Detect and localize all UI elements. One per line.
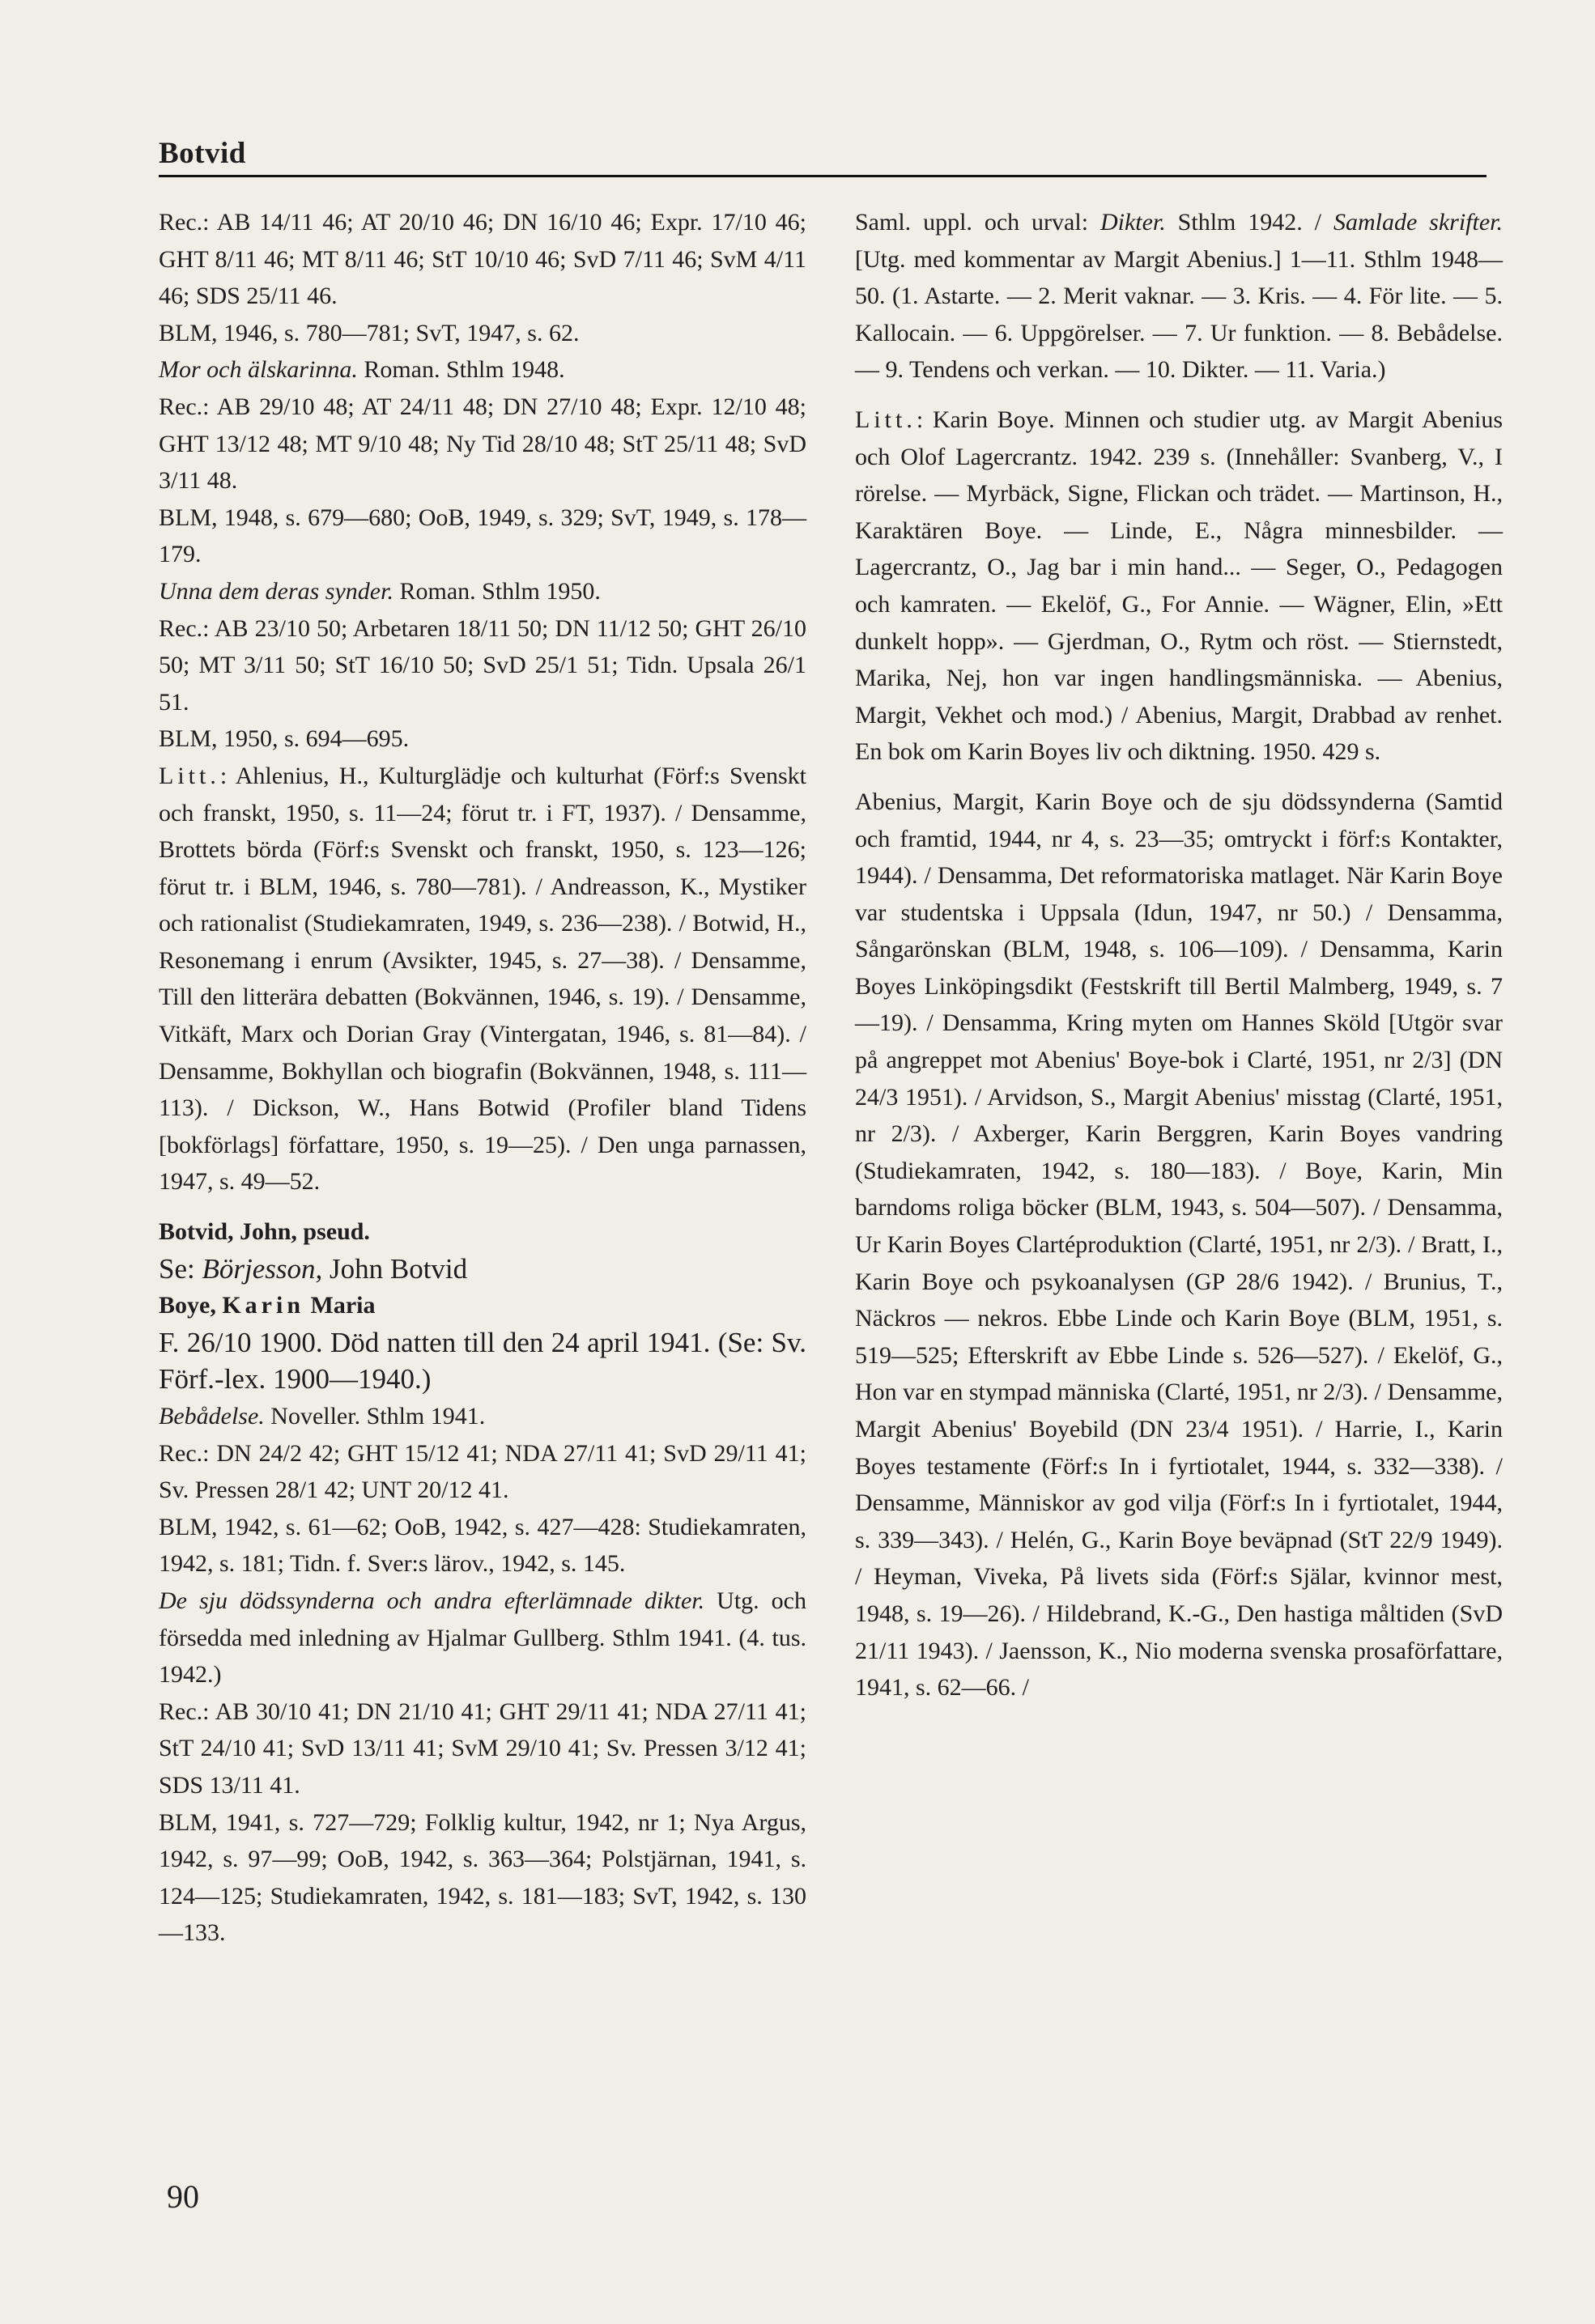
author-heading: [159, 1287, 806, 1324]
author-surname: Boye,: [159, 1292, 223, 1319]
review-list: Rec.: DN 24/2 42; GHT 15/12 41; NDA 27/11 41; SvD 29/11 41; Sv. Pressen 28/1 42; UNT 20/12 41.: [159, 1439, 806, 1504]
review-list: Rec.: AB 14/11 46; AT 20/10 46; DN 16/10 46; Expr. 17/10 46; GHT 8/11 46; MT 8/11 46; StT 10/10 46; SvD 7/11 46; SvM 4/11 46; SDS 25/11 46.: [159, 209, 806, 310]
literature-text: : Ahlenius, H., Kulturglädje och kulturhat (Förf:s Svenskt och franskt, 1950, s. 11—24; förut tr. i FT, 1937). / Densamme, Brottets börda (Förf:s Svenskt och franskt, 1950, s. 123—126; förut tr. i BLM, 1946, s. 780—781). / Andreasson, K., Mystiker och rationalist (Studiekamraten, 1949, s. 236—238). / Botwid, H., Resonemang i enrum (Avsikter, 1945, s. 27—38). / Densamme, Till den litterära debatten (Bokvännen, 1946, s. 19). / Densamme, Vitkäft, Marx och Dorian Gray (Vintergatan, 1946, s. 81—84). / Densamme, Bokhyllan och biografin (Bokvännen, 1948, s. 111—113). / Dickson, W., Hans Botwid (Profiler bland Tidens [bokförlags] författare, 1950, s. 19—25). / Den unga parnassen, 1947, s. 49—52.: [159, 762, 806, 1196]
literature-text: : Karin Boye. Minnen och studier utg. av Margit Abenius och Olof Lagercrantz. 1942. 239 s. (Innehåller: Svanberg, V., I rörelse. — Myrbäck, Signe, Flickan och trädet. — Martinson, H., Karaktären Boye. — Linde, E., Några minnesbilder. — Lagercrantz, O., Jag bar i min hand... — Seger, O., Pedagogen och kamraten. — Ekelöf, G., For Annie. — Wägner, Elin, »Ett dunkelt hopp». — Gjerdman, O., Rytm och röst. — Stiernstedt, Marika, Nej, hon var ingen handlingsmänniska. — Abenius, Margit, Vekhet och mod.) / Abenius, Margit, Drabbad av renhet. En bok om Karin Boyes liv och diktning. 1950. 429 s.: [855, 406, 1503, 766]
work-details: Noveller. Sthlm 1941.: [264, 1403, 486, 1430]
review-list: BLM, 1948, s. 679—680; OoB, 1949, s. 329; SvT, 1949, s. 178—179.: [159, 503, 806, 568]
work-title: Samlade skrifter.: [1333, 209, 1503, 236]
literature-label: Litt.: [159, 762, 220, 789]
see-target: Börjesson,: [202, 1252, 323, 1285]
author-middlename: Maria: [304, 1292, 376, 1319]
work-details: Utg. och försedda med inledning av Hjalmar Gullberg. Sthlm 1941. (4. tus. 1942.): [159, 1587, 806, 1689]
review-list: Rec.: AB 30/10 41; DN 21/10 41; GHT 29/11 41; NDA 27/11 41; StT 24/10 41; SvD 13/11 41; SvM 29/10 41; Sv. Pressen 3/12 41; SDS 13/11 41.: [159, 1697, 806, 1799]
work-details: Roman. Sthlm 1948.: [357, 356, 565, 384]
author-bio: F. 26/10 1900. Död natten till den 24 april 1941. (Se: Sv. Förf.-lex. 1900—1940.): [159, 1326, 806, 1396]
review-list: BLM, 1942, s. 61—62; OoB, 1942, s. 427—428: Studiekamraten, 1942, s. 181; Tidn. f. Sver:s lärov., 1942, s. 145.: [159, 1513, 806, 1578]
author-firstname: Karin: [222, 1292, 304, 1319]
literature-label: Litt.: [855, 406, 917, 433]
left-column: [159, 204, 806, 1952]
review-list: BLM, 1941, s. 727—729; Folklig kultur, 1942, nr 1; Nya Argus, 1942, s. 97—99; OoB, 1942, s. 363—364; Polstjärnan, 1941, s. 124—125; Studiekamraten, 1942, s. 181—183; SvT, 1942, s. 130—133.: [159, 1808, 806, 1947]
work-details: [Utg. med kommentar av Margit Abenius.] 1—11. Sthlm 1948—50. (1. Astarte. — 2. Merit vaknar. — 3. Kris. — 4. För lite. — 5. Kallocain. — 6. Uppgörelser. — 7. Ur funktion. — 8. Bebådelse. — 9. Tendens och verkan. — 10. Dikter. — 11. Varia.): [855, 245, 1503, 384]
running-header: [159, 136, 1487, 177]
author-heading: Botvid, John, pseud.: [159, 1218, 370, 1246]
work-title: De sju dödssynderna och andra efterlämnade dikter.: [159, 1587, 705, 1614]
cross-reference: [159, 1251, 806, 1288]
collected-works-entry: [855, 204, 1503, 389]
work-entry: [159, 1583, 806, 1693]
literature-entry: [855, 401, 1503, 771]
literature-entry: Abenius, Margit, Karin Boye och de sju dödssynderna (Samtid och framtid, 1944, nr 4, s. 23—35; omtryckt i förf:s Kontakter, 1944). / Densamma, Det reformatoriska matlaget. När Karin Boye var studentska i Uppsala (Idun, 1947, nr 50.) / Densamma, Sångarönskan (BLM, 1948, s. 106—109). / Densamma, Karin Boyes Linköpingsdikt (Festskrift till Bertil Malmberg, 1949, s. 7—19). / Densamma, Kring myten om Hannes Sköld [Utgör svar på angreppet mot Abenius' Boye-bok i Clarté, 1951, nr 2/3] (DN 24/3 1951). / Arvidson, S., Margit Abenius' misstag (Clarté, 1951, nr 2/3). / Axberger, Karin Berggren, Karin Boyes vandring (Studiekamraten, 1942, s. 180—183). / Boye, Karin, Min barndoms roliga böcker (BLM, 1943, s. 504—507). / Densamma, Ur Karin Boyes Clartéproduktion (Clarté, 1951, nr 2/3). / Bratt, I., Karin Boye och psykoanalysen (GP 28/6 1942). / Brunius, T., Näckros — nekros. Ebbe Linde och Karin Boye (BLM, 1951, s. 519—525; Efterskrift av Ebbe Linde s. 526—527). / Ekelöf, G., Hon var en stympad människa (Clarté, 1951, nr 2/3). / Densamme, Margit Abenius' Boyebild (DN 23/4 1951). / Harrie, I., Karin Boyes testamente (Förf:s In i fyrtiotalet, 1944, s. 332—338). / Densamme, Människor av god vilja (Förf:s In i fyrtiotalet, 1944, s. 339—343). / Helén, G., Karin Boye beväpnad (StT 22/9 1949). / Heyman, Viveka, På livets sida (Förf:s Själar, kvinnor mest, 1948, s. 19—26). / Hildebrand, K.-G., Den hastiga måltiden (SvD 21/11 1943). / Jaensson, K., Nio moderna svenska prosaförfattare, 1941, s. 62—66. /: [855, 788, 1503, 1702]
work-title: Unna dem deras synder.: [159, 577, 393, 605]
review-list: Rec.: AB 29/10 48; AT 24/11 48; DN 27/10 48; Expr. 12/10 48; GHT 13/12 48; MT 9/10 48; Ny Tid 28/10 48; StT 25/11 48; SvD 3/11 48.: [159, 393, 806, 495]
work-details: Roman. Sthlm 1950.: [393, 577, 601, 605]
work-entry: [159, 351, 806, 389]
work-entry: [159, 573, 806, 610]
right-column: [855, 204, 1503, 1706]
work-details: Sthlm 1942. /: [1165, 209, 1333, 236]
page-number: 90: [167, 2178, 199, 2215]
work-title: Mor och älskarinna.: [159, 356, 358, 384]
page-header-title: Botvid: [159, 137, 246, 170]
work-title: Dikter.: [1099, 209, 1166, 236]
review-list: BLM, 1950, s. 694—695.: [159, 725, 410, 753]
see-rest: John Botvid: [322, 1252, 468, 1285]
literature-entry: [159, 758, 806, 1200]
review-list: BLM, 1946, s. 780—781; SvT, 1947, s. 62.: [159, 319, 580, 346]
work-title: Bebådelse.: [159, 1403, 265, 1430]
see-label: Se:: [159, 1252, 195, 1285]
work-entry: [159, 1398, 806, 1435]
collected-label: Saml. uppl. och urval:: [855, 209, 1100, 236]
review-list: Rec.: AB 23/10 50; Arbetaren 18/11 50; DN 11/12 50; GHT 26/10 50; MT 3/11 50; StT 16/10 50; SvD 25/1 51; Tidn. Upsala 26/1 51.: [159, 614, 806, 716]
